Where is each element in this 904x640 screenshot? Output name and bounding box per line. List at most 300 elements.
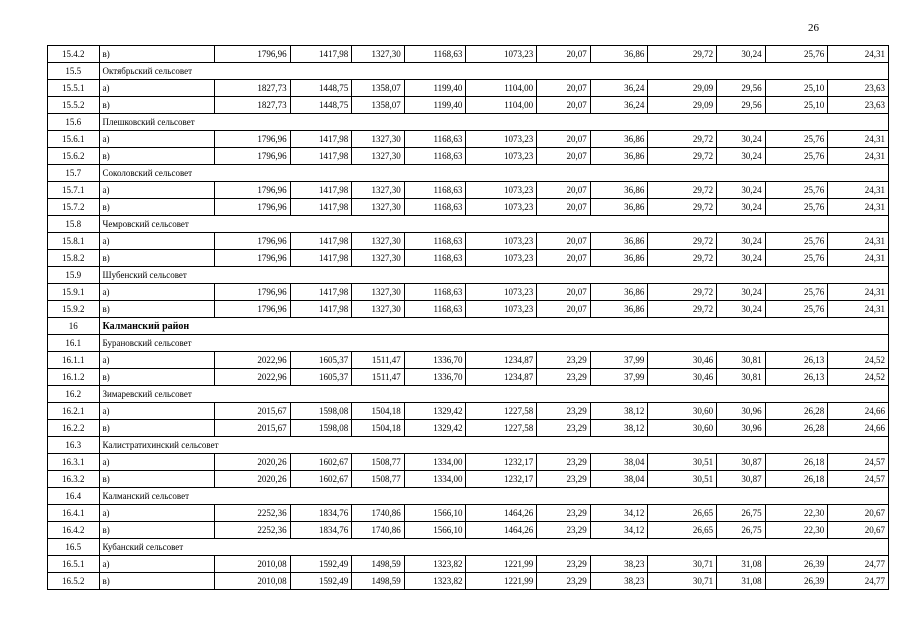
- value-cell: 1504,18: [352, 403, 405, 420]
- value-cell: 1448,75: [290, 80, 352, 97]
- row-code: 15.5.1: [48, 80, 100, 97]
- row-code: 15.9: [48, 267, 100, 284]
- value-cell: 24,66: [828, 420, 889, 437]
- value-cell: 36,86: [590, 46, 648, 63]
- value-cell: 23,29: [537, 471, 591, 488]
- section-header-row: [48, 488, 889, 505]
- row-code: 15.5.2: [48, 97, 100, 114]
- row-code: 15.6.2: [48, 148, 100, 165]
- value-cell: 22,30: [765, 522, 828, 539]
- value-cell: 20,07: [537, 148, 591, 165]
- tariff-table: [47, 45, 889, 590]
- value-cell: 1598,08: [290, 403, 352, 420]
- value-cell: 1327,30: [352, 250, 405, 267]
- value-cell: 30,24: [717, 284, 766, 301]
- value-cell: 2020,26: [214, 471, 290, 488]
- row-code: 16.4.1: [48, 505, 100, 522]
- value-cell: 1073,23: [466, 182, 537, 199]
- value-cell: 30,60: [648, 403, 717, 420]
- value-cell: 23,29: [537, 454, 591, 471]
- value-cell: 1504,18: [352, 420, 405, 437]
- section-title: Калманский сельсовет: [99, 488, 888, 505]
- row-code: 15.4.2: [48, 46, 100, 63]
- value-cell: 25,10: [765, 80, 828, 97]
- section-title: Кубанский сельсовет: [99, 539, 888, 556]
- value-cell: 24,66: [828, 403, 889, 420]
- table-row: [48, 556, 889, 573]
- value-cell: 1796,96: [214, 182, 290, 199]
- value-cell: 1566,10: [404, 505, 466, 522]
- value-cell: 1104,00: [466, 97, 537, 114]
- value-cell: 1232,17: [466, 471, 537, 488]
- row-label: в): [99, 250, 214, 267]
- value-cell: 1598,08: [290, 420, 352, 437]
- value-cell: 30,24: [717, 148, 766, 165]
- value-cell: 26,75: [717, 522, 766, 539]
- value-cell: 24,31: [828, 233, 889, 250]
- value-cell: 29,72: [648, 233, 717, 250]
- value-cell: 37,99: [590, 352, 648, 369]
- value-cell: 30,24: [717, 301, 766, 318]
- value-cell: 1827,73: [214, 80, 290, 97]
- row-code: 16.2.2: [48, 420, 100, 437]
- value-cell: 1508,77: [352, 454, 405, 471]
- value-cell: 20,07: [537, 250, 591, 267]
- value-cell: 25,76: [765, 199, 828, 216]
- value-cell: 30,87: [717, 454, 766, 471]
- value-cell: 1234,87: [466, 352, 537, 369]
- table-row: [48, 284, 889, 301]
- value-cell: 29,72: [648, 250, 717, 267]
- value-cell: 2252,36: [214, 522, 290, 539]
- value-cell: 1417,98: [290, 182, 352, 199]
- value-cell: 29,72: [648, 301, 717, 318]
- value-cell: 38,04: [590, 454, 648, 471]
- value-cell: 1327,30: [352, 233, 405, 250]
- value-cell: 1508,77: [352, 471, 405, 488]
- row-label: в): [99, 148, 214, 165]
- value-cell: 1602,67: [290, 471, 352, 488]
- value-cell: 29,72: [648, 284, 717, 301]
- row-code: 15.8: [48, 216, 100, 233]
- value-cell: 20,07: [537, 233, 591, 250]
- row-code: 15.9.1: [48, 284, 100, 301]
- section-title: Калистратихинский сельсовет: [99, 437, 888, 454]
- value-cell: 1329,42: [404, 420, 466, 437]
- value-cell: 25,76: [765, 182, 828, 199]
- value-cell: 20,67: [828, 522, 889, 539]
- value-cell: 1168,63: [404, 301, 466, 318]
- value-cell: 2022,96: [214, 369, 290, 386]
- row-code: 16.5.2: [48, 573, 100, 590]
- value-cell: 30,81: [717, 369, 766, 386]
- section-title: Шубенский сельсовет: [99, 267, 888, 284]
- value-cell: 30,60: [648, 420, 717, 437]
- value-cell: 25,76: [765, 284, 828, 301]
- value-cell: 1199,40: [404, 80, 466, 97]
- table-row: [48, 199, 889, 216]
- row-label: а): [99, 182, 214, 199]
- row-label: в): [99, 420, 214, 437]
- value-cell: 1417,98: [290, 284, 352, 301]
- value-cell: 29,56: [717, 97, 766, 114]
- value-cell: 29,09: [648, 97, 717, 114]
- value-cell: 1227,58: [466, 403, 537, 420]
- value-cell: 1511,47: [352, 369, 405, 386]
- value-cell: 1336,70: [404, 352, 466, 369]
- value-cell: 23,29: [537, 573, 591, 590]
- value-cell: 23,63: [828, 80, 889, 97]
- value-cell: 2015,67: [214, 420, 290, 437]
- row-code: 16.2.1: [48, 403, 100, 420]
- value-cell: 25,76: [765, 250, 828, 267]
- value-cell: 30,24: [717, 182, 766, 199]
- value-cell: 25,76: [765, 46, 828, 63]
- section-title: Соколовский сельсовет: [99, 165, 888, 182]
- value-cell: 24,31: [828, 250, 889, 267]
- section-header-row: [48, 267, 889, 284]
- value-cell: 1602,67: [290, 454, 352, 471]
- table-row: [48, 250, 889, 267]
- value-cell: 1417,98: [290, 233, 352, 250]
- table-row: [48, 80, 889, 97]
- page-number: 26: [808, 22, 819, 34]
- value-cell: 30,51: [648, 454, 717, 471]
- value-cell: 36,86: [590, 182, 648, 199]
- value-cell: 30,96: [717, 420, 766, 437]
- value-cell: 1740,86: [352, 505, 405, 522]
- row-code: 15.7.1: [48, 182, 100, 199]
- value-cell: 25,76: [765, 233, 828, 250]
- table-row: [48, 505, 889, 522]
- value-cell: 1796,96: [214, 284, 290, 301]
- value-cell: 1073,23: [466, 250, 537, 267]
- value-cell: 24,77: [828, 573, 889, 590]
- row-label: а): [99, 80, 214, 97]
- row-label: а): [99, 352, 214, 369]
- value-cell: 30,46: [648, 369, 717, 386]
- value-cell: 1234,87: [466, 369, 537, 386]
- value-cell: 38,12: [590, 403, 648, 420]
- value-cell: 1498,59: [352, 556, 405, 573]
- value-cell: 24,52: [828, 352, 889, 369]
- value-cell: 30,24: [717, 233, 766, 250]
- value-cell: 1227,58: [466, 420, 537, 437]
- row-code: 16.2: [48, 386, 100, 403]
- row-code: 16.4.2: [48, 522, 100, 539]
- row-label: а): [99, 403, 214, 420]
- value-cell: 30,96: [717, 403, 766, 420]
- value-cell: 1464,26: [466, 522, 537, 539]
- value-cell: 1605,37: [290, 352, 352, 369]
- value-cell: 36,86: [590, 301, 648, 318]
- table-row: [48, 233, 889, 250]
- value-cell: 20,07: [537, 199, 591, 216]
- table-row: [48, 46, 889, 63]
- section-header-row: [48, 335, 889, 352]
- value-cell: 1417,98: [290, 46, 352, 63]
- value-cell: 26,13: [765, 352, 828, 369]
- value-cell: 24,31: [828, 199, 889, 216]
- value-cell: 1104,00: [466, 80, 537, 97]
- value-cell: 26,65: [648, 522, 717, 539]
- value-cell: 26,18: [765, 471, 828, 488]
- value-cell: 1323,82: [404, 573, 466, 590]
- value-cell: 1073,23: [466, 131, 537, 148]
- value-cell: 25,10: [765, 97, 828, 114]
- value-cell: 26,28: [765, 403, 828, 420]
- value-cell: 30,24: [717, 131, 766, 148]
- row-code: 15.6: [48, 114, 100, 131]
- value-cell: 1464,26: [466, 505, 537, 522]
- value-cell: 1834,76: [290, 522, 352, 539]
- value-cell: 1327,30: [352, 301, 405, 318]
- value-cell: 1358,07: [352, 97, 405, 114]
- value-cell: 1073,23: [466, 199, 537, 216]
- value-cell: 1327,30: [352, 46, 405, 63]
- value-cell: 1168,63: [404, 284, 466, 301]
- value-cell: 23,29: [537, 556, 591, 573]
- table-row: [48, 573, 889, 590]
- value-cell: 1334,00: [404, 471, 466, 488]
- value-cell: 29,72: [648, 199, 717, 216]
- value-cell: 26,65: [648, 505, 717, 522]
- value-cell: 29,09: [648, 80, 717, 97]
- section-header-row: [48, 539, 889, 556]
- value-cell: 1327,30: [352, 131, 405, 148]
- value-cell: 36,86: [590, 131, 648, 148]
- value-cell: 24,31: [828, 148, 889, 165]
- value-cell: 1221,99: [466, 556, 537, 573]
- row-code: 16.1.2: [48, 369, 100, 386]
- table-row: [48, 403, 889, 420]
- value-cell: 25,76: [765, 131, 828, 148]
- value-cell: 38,04: [590, 471, 648, 488]
- district-header-row: [48, 318, 889, 335]
- value-cell: 24,31: [828, 301, 889, 318]
- value-cell: 24,77: [828, 556, 889, 573]
- value-cell: 1417,98: [290, 148, 352, 165]
- value-cell: 34,12: [590, 505, 648, 522]
- row-code: 16.5.1: [48, 556, 100, 573]
- value-cell: 1334,00: [404, 454, 466, 471]
- section-header-row: [48, 114, 889, 131]
- value-cell: 1232,17: [466, 454, 537, 471]
- value-cell: 1327,30: [352, 284, 405, 301]
- value-cell: 1592,49: [290, 573, 352, 590]
- value-cell: 24,31: [828, 182, 889, 199]
- value-cell: 1796,96: [214, 250, 290, 267]
- value-cell: 24,57: [828, 454, 889, 471]
- value-cell: 23,29: [537, 505, 591, 522]
- table-row: [48, 182, 889, 199]
- value-cell: 1592,49: [290, 556, 352, 573]
- value-cell: 2010,08: [214, 573, 290, 590]
- value-cell: 1834,76: [290, 505, 352, 522]
- value-cell: 24,31: [828, 46, 889, 63]
- value-cell: 36,86: [590, 250, 648, 267]
- row-label: в): [99, 46, 214, 63]
- value-cell: 30,24: [717, 46, 766, 63]
- table-row: [48, 420, 889, 437]
- row-code: 16.5: [48, 539, 100, 556]
- value-cell: 1168,63: [404, 131, 466, 148]
- value-cell: 1417,98: [290, 199, 352, 216]
- value-cell: 1511,47: [352, 352, 405, 369]
- table-row: [48, 352, 889, 369]
- row-label: в): [99, 573, 214, 590]
- row-code: 15.5: [48, 63, 100, 80]
- value-cell: 36,86: [590, 233, 648, 250]
- value-cell: 1336,70: [404, 369, 466, 386]
- section-title: Чемровский сельсовет: [99, 216, 888, 233]
- section-header-row: [48, 386, 889, 403]
- value-cell: 1566,10: [404, 522, 466, 539]
- section-title: Плешковский сельсовет: [99, 114, 888, 131]
- value-cell: 1740,86: [352, 522, 405, 539]
- value-cell: 1358,07: [352, 80, 405, 97]
- row-code: 16.1.1: [48, 352, 100, 369]
- value-cell: 23,29: [537, 403, 591, 420]
- value-cell: 20,07: [537, 301, 591, 318]
- value-cell: 2015,67: [214, 403, 290, 420]
- row-code: 15.8.2: [48, 250, 100, 267]
- section-header-row: [48, 216, 889, 233]
- value-cell: 36,24: [590, 97, 648, 114]
- section-header-row: [48, 437, 889, 454]
- value-cell: 2020,26: [214, 454, 290, 471]
- value-cell: 1417,98: [290, 250, 352, 267]
- row-code: 15.7.2: [48, 199, 100, 216]
- table-row: [48, 97, 889, 114]
- value-cell: 1073,23: [466, 46, 537, 63]
- value-cell: 20,07: [537, 131, 591, 148]
- value-cell: 1796,96: [214, 301, 290, 318]
- value-cell: 26,75: [717, 505, 766, 522]
- row-label: а): [99, 454, 214, 471]
- value-cell: 25,76: [765, 148, 828, 165]
- value-cell: 30,71: [648, 573, 717, 590]
- value-cell: 36,86: [590, 148, 648, 165]
- value-cell: 1221,99: [466, 573, 537, 590]
- table-row: [48, 454, 889, 471]
- value-cell: 31,08: [717, 556, 766, 573]
- value-cell: 29,72: [648, 131, 717, 148]
- value-cell: 23,63: [828, 97, 889, 114]
- value-cell: 30,24: [717, 199, 766, 216]
- value-cell: 1168,63: [404, 182, 466, 199]
- value-cell: 1168,63: [404, 199, 466, 216]
- value-cell: 1329,42: [404, 403, 466, 420]
- row-label: в): [99, 471, 214, 488]
- value-cell: 1327,30: [352, 199, 405, 216]
- value-cell: 1498,59: [352, 573, 405, 590]
- table-row: [48, 301, 889, 318]
- row-code: 16.3: [48, 437, 100, 454]
- value-cell: 1168,63: [404, 250, 466, 267]
- value-cell: 34,12: [590, 522, 648, 539]
- table-row: [48, 522, 889, 539]
- value-cell: 30,87: [717, 471, 766, 488]
- value-cell: 30,71: [648, 556, 717, 573]
- section-title: Октябрьский сельсовет: [99, 63, 888, 80]
- section-header-row: [48, 165, 889, 182]
- value-cell: 26,39: [765, 556, 828, 573]
- value-cell: 36,86: [590, 199, 648, 216]
- value-cell: 26,39: [765, 573, 828, 590]
- row-label: а): [99, 556, 214, 573]
- row-label: в): [99, 199, 214, 216]
- value-cell: 1073,23: [466, 148, 537, 165]
- row-code: 15.8.1: [48, 233, 100, 250]
- value-cell: 38,23: [590, 556, 648, 573]
- value-cell: 29,72: [648, 46, 717, 63]
- value-cell: 38,23: [590, 573, 648, 590]
- value-cell: 29,56: [717, 80, 766, 97]
- value-cell: 36,24: [590, 80, 648, 97]
- value-cell: 1796,96: [214, 233, 290, 250]
- value-cell: 1073,23: [466, 233, 537, 250]
- value-cell: 1073,23: [466, 284, 537, 301]
- value-cell: 1417,98: [290, 131, 352, 148]
- value-cell: 23,29: [537, 522, 591, 539]
- value-cell: 20,07: [537, 182, 591, 199]
- value-cell: 37,99: [590, 369, 648, 386]
- value-cell: 23,29: [537, 352, 591, 369]
- value-cell: 1323,82: [404, 556, 466, 573]
- value-cell: 1796,96: [214, 46, 290, 63]
- value-cell: 20,67: [828, 505, 889, 522]
- value-cell: 1168,63: [404, 148, 466, 165]
- value-cell: 1605,37: [290, 369, 352, 386]
- value-cell: 1827,73: [214, 97, 290, 114]
- row-code: 16: [48, 318, 100, 335]
- value-cell: 24,31: [828, 131, 889, 148]
- value-cell: 1168,63: [404, 233, 466, 250]
- value-cell: 20,07: [537, 46, 591, 63]
- value-cell: 30,24: [717, 250, 766, 267]
- value-cell: 24,52: [828, 369, 889, 386]
- value-cell: 1199,40: [404, 97, 466, 114]
- row-label: а): [99, 233, 214, 250]
- table-row: [48, 471, 889, 488]
- value-cell: 1448,75: [290, 97, 352, 114]
- value-cell: 1796,96: [214, 199, 290, 216]
- value-cell: 1796,96: [214, 148, 290, 165]
- row-label: а): [99, 505, 214, 522]
- row-label: а): [99, 131, 214, 148]
- value-cell: 38,12: [590, 420, 648, 437]
- value-cell: 1168,63: [404, 46, 466, 63]
- value-cell: 1796,96: [214, 131, 290, 148]
- value-cell: 20,07: [537, 97, 591, 114]
- value-cell: 1327,30: [352, 182, 405, 199]
- value-cell: 29,72: [648, 182, 717, 199]
- value-cell: 26,28: [765, 420, 828, 437]
- value-cell: 30,46: [648, 352, 717, 369]
- value-cell: 23,29: [537, 420, 591, 437]
- value-cell: 20,07: [537, 284, 591, 301]
- value-cell: 22,30: [765, 505, 828, 522]
- value-cell: 26,13: [765, 369, 828, 386]
- table-row: [48, 148, 889, 165]
- value-cell: 25,76: [765, 301, 828, 318]
- value-cell: 1417,98: [290, 301, 352, 318]
- row-code: 16.3.1: [48, 454, 100, 471]
- value-cell: 2022,96: [214, 352, 290, 369]
- row-label: в): [99, 522, 214, 539]
- table-row: [48, 369, 889, 386]
